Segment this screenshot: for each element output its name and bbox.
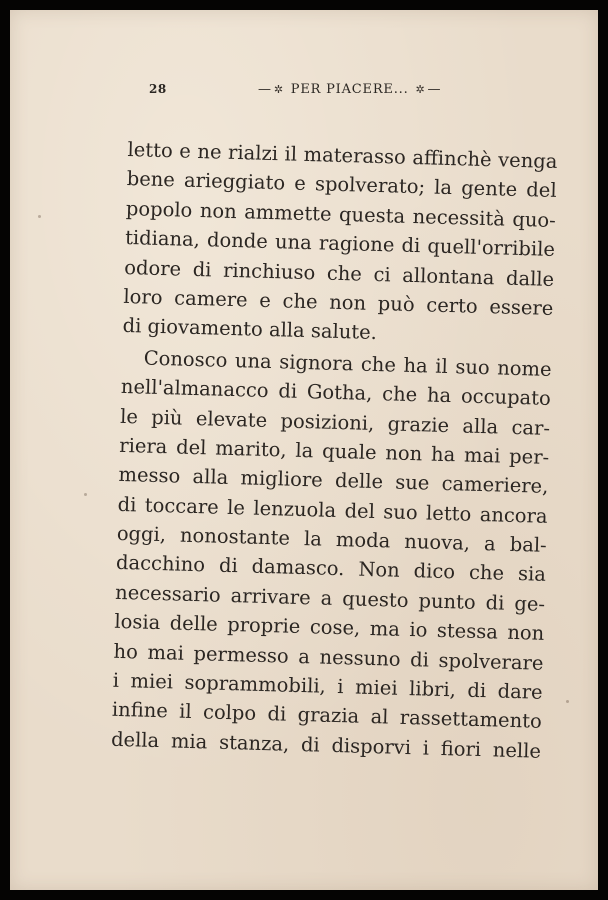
text-line: di giovamento alla salute. <box>122 314 378 345</box>
text-line: necessario arrivare a questo punto di ge- <box>114 580 546 616</box>
dash-left: — <box>258 82 272 97</box>
text-line: di toccare le lenzuola del suo letto ancora <box>117 492 548 528</box>
book-page <box>10 10 598 890</box>
text-line: messo alla migliore delle sue cameriere, <box>118 463 549 499</box>
body-text <box>111 135 568 766</box>
text-line: riera del marito, la quale non ha mai per- <box>119 433 550 469</box>
text-line: loro camere e che non può certo essere <box>123 284 554 320</box>
paper-speck <box>38 215 41 218</box>
dash-right: — <box>427 82 442 97</box>
paragraph-1 <box>122 135 568 353</box>
running-title: PER PIACERE... <box>290 82 409 97</box>
text-line: dacchino di damasco. Non dico che sia <box>115 551 547 587</box>
ornament-left-icon: ✲ <box>273 83 284 96</box>
text-line: ho mai permesso a nessuno di spolverare <box>113 639 544 675</box>
running-title-line <box>258 82 441 97</box>
text-line: della mia stanza, di disporvi i fiori nelle <box>110 727 542 763</box>
paper-speck <box>566 700 569 703</box>
text-line: nell'almanacco di Gotha, che ha occupato <box>120 375 552 411</box>
text-line: popolo non ammette questa necessità quo- <box>125 196 557 232</box>
text-line: tidiana, donde una ragione di quell'orribile <box>124 226 556 262</box>
text-line: infine il colpo di grazia al rassettamento <box>111 698 543 734</box>
page-number: 28 <box>149 82 167 96</box>
text-line: i miei soprammobili, i miei libri, di dare <box>112 668 543 704</box>
paragraph-2 <box>111 343 562 767</box>
text-line: losia delle proprie cose, ma io stessa non <box>114 610 545 646</box>
paper-speck <box>84 493 87 496</box>
text-line: oggi, nonostante la moda nuova, a bal- <box>116 521 548 557</box>
text-line: le più elevate posizioni, grazie alla car- <box>119 404 551 440</box>
page-header <box>10 82 598 102</box>
text-line: odore di rinchiuso che ci allontana dalle <box>123 255 555 291</box>
text-line: bene arieggiato e spolverato; la gente del <box>126 167 557 203</box>
text-line: Conosco una signora che ha il suo nome <box>143 346 552 381</box>
text-line: letto e ne rialzi il materasso affinchè venga <box>127 137 558 173</box>
ornament-right-icon: ✲ <box>415 83 426 96</box>
